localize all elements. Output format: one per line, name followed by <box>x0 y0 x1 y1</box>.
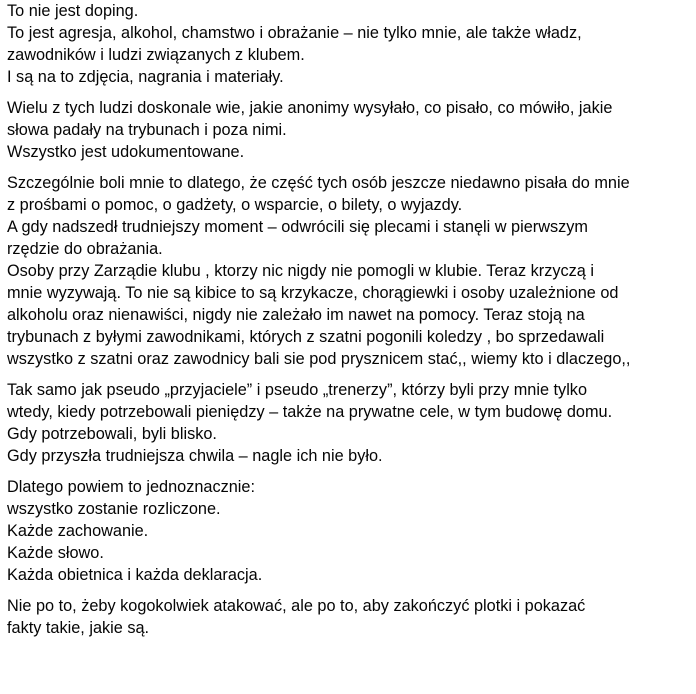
text-line: trybunach z byłymi zawodnikami, których z szatni pogonili koledzy , bo sprzedawali <box>7 328 605 346</box>
paragraph <box>7 379 696 467</box>
text-line: mnie wyzywają. To nie są kibice to są krzykacze, chorągiewki i osoby uzależnione od <box>7 284 619 302</box>
text-line: Szczególnie boli mnie to dlatego, że część tych osób jeszcze niedawno pisała do mnie <box>7 174 630 192</box>
text-line: A gdy nadszedł trudniejszy moment – odwrócili się plecami i stanęli w pierwszym <box>7 218 588 236</box>
text-line: Gdy potrzebowali, byli blisko. <box>7 425 217 443</box>
paragraph <box>7 476 696 586</box>
text-line: zawodników i ludzi związanych z klubem. <box>7 46 305 64</box>
text-line: wszystko zostanie rozliczone. <box>7 500 221 518</box>
text-line: wtedy, kiedy potrzebowali pieniędzy – także na prywatne cele, w tym budowę domu. <box>7 403 613 421</box>
text-line: Wielu z tych ludzi doskonale wie, jakie anonimy wysyłało, co pisało, co mówiło, jakie <box>7 99 613 117</box>
text-line: słowa padały na trybunach i poza nimi. <box>7 121 287 139</box>
text-line: wszystko z szatni oraz zawodnicy bali sie pod prysznicem stać,, wiemy kto i dlaczego,, <box>7 350 631 368</box>
text-line: Dlatego powiem to jednoznacznie: <box>7 478 255 496</box>
text-line: To jest agresja, alkohol, chamstwo i obrażanie – nie tylko mnie, ale także władz, <box>7 24 582 42</box>
text-line: alkoholu oraz nienawiści, nigdy nie zależało im nawet na pomocy. Teraz stoją na <box>7 306 585 324</box>
paragraph <box>7 0 696 88</box>
paragraph <box>7 97 696 163</box>
text-line: Osoby przy Zarządie klubu , ktorzy nic nigdy nie pomogli w klubie. Teraz krzyczą i <box>7 262 594 280</box>
text-line: fakty takie, jakie są. <box>7 619 150 637</box>
text-line: Każde słowo. <box>7 544 104 562</box>
text-line: Nie po to, żeby kogokolwiek atakować, ale po to, aby zakończyć plotki i pokazać <box>7 597 586 615</box>
paragraph <box>7 172 696 370</box>
text-line: To nie jest doping. <box>7 2 139 20</box>
paragraph <box>7 595 696 639</box>
text-line: Gdy przyszła trudniejsza chwila – nagle ich nie było. <box>7 447 383 465</box>
text-line: Każda obietnica i każda deklaracja. <box>7 566 263 584</box>
text-line: z prośbami o pomoc, o gadżety, o wsparcie, o bilety, o wyjazdy. <box>7 196 463 214</box>
text-line: Tak samo jak pseudo „przyjaciele” i pseudo „trenerzy”, którzy byli przy mnie tylko <box>7 381 588 399</box>
text-line: Wszystko jest udokumentowane. <box>7 143 245 161</box>
text-line: I są na to zdjęcia, nagrania i materiały. <box>7 68 284 86</box>
text-line: Każde zachowanie. <box>7 522 149 540</box>
text-line: rzędzie do obrażania. <box>7 240 163 258</box>
